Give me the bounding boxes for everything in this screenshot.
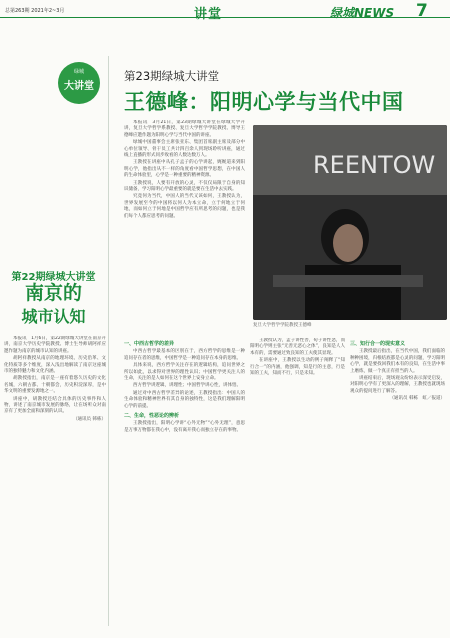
article1-series: 第23期绿城大讲堂 bbox=[124, 69, 220, 83]
byline: （通讯员 韩栋 虹／报道） bbox=[389, 396, 445, 402]
brand-name: 绿城NEWS bbox=[330, 6, 395, 20]
backdrop-text: REENTOW bbox=[313, 151, 436, 179]
article2-title-line2: 城市认知 bbox=[21, 307, 86, 326]
logo-line2: 大讲堂 bbox=[64, 81, 94, 92]
paragraph: 中西古哲学最基本的区别在于，西方哲学的思维是一种追问存在者的思维，中国哲学是一种追问存在本身的思维。 bbox=[124, 349, 245, 361]
byline: （通讯员 韩栋） bbox=[73, 416, 106, 422]
paragraph: 本报讯 1月6日，第22期绿城大讲堂在南京开讲，南京大学历史学院教授、博士生导师胡阿祥应邀作题为南京的城市认知的讲座。 bbox=[4, 336, 106, 354]
paragraph: 绿城中国董事会主席张亚东、集团首席副主席及部分中心单位领导、骨干员工共计四百余人到现场聆听讲座，通过线上直播的形式同步收看的人数达数万人。 bbox=[124, 140, 245, 159]
lecture-photo bbox=[253, 125, 447, 320]
paragraph: 讲座结束后，现场观众纷纷表示深受启发，对阳明心学有了更深入的理解，王教授也就现场观众的提问进行了解答。 bbox=[350, 376, 445, 394]
logo-line1: 绿城 bbox=[73, 69, 84, 75]
paragraph: 王教授指出，阳明心学讲“心外无物”“心外无理”，意思是万事万物都在我心中，没有离开我心而独立存在的事物。 bbox=[124, 421, 245, 433]
paragraph: 通过对中西古哲学差异的论述，王教授指出：中国人的生命体验和精神世界有其自身的独特性，这是我们理解阳明心学的前提。 bbox=[124, 390, 245, 409]
paragraph: 在讲座中，王教授以生动的例子阐释了“知行合一”的内涵，他强调，知是行的主意，行是知的工夫，知而不行，只是未知。 bbox=[250, 358, 345, 377]
paragraph: 胡教授指出，南京是一座有着悠久历史的文化名城，六朝古都、十朝都会，历史积淀深厚，是中华文明的重要发源地之一。 bbox=[4, 376, 106, 395]
paragraph: 王教授认为，孟子讲性善，荀子讲性恶，而阳明心学则主张“无善无恶心之体”，良知是人人本有的，需要通过致良知的工夫使其显现。 bbox=[250, 338, 345, 356]
paragraph: 本报讯 3月21日，第23期绿城大讲堂在绿城大学开讲，复旦大学哲学系教授、复旦大学哲学学院教授、博导王德峰应邀作题为阳明心学与当代中国的讲座。 bbox=[124, 120, 245, 138]
article2-body bbox=[4, 336, 106, 628]
photo-caption: 复旦大学哲学学院教授王德峰 bbox=[253, 323, 312, 328]
section-title bbox=[194, 3, 222, 22]
paragraph: 西方哲学讲逻辑，讲理性；中国哲学讲心性，讲体悟。 bbox=[133, 383, 241, 389]
subhead-2: 二、生命，性恶论的辨析 bbox=[124, 413, 180, 420]
subhead-1: 一、中西古哲学的差异 bbox=[124, 341, 175, 347]
lecture-logo bbox=[58, 62, 100, 104]
article2-title-line1: 南京的 bbox=[24, 282, 82, 304]
article1-headline: 王德峰：阳明心学与当代中国 bbox=[124, 90, 404, 114]
article2-title bbox=[2, 268, 105, 327]
article1-col3 bbox=[250, 338, 345, 628]
paragraph: 胡阿祥教授从南京的地理环境、历史沿革、文化特质等多个维度，深入浅出地解读了南京这座城市的独特魅力和文化内涵。 bbox=[4, 356, 106, 375]
paragraph: 王教授最后指出，在当代中国，我们面临的种种困境，归根结底都是心灵的问题，学习阳明心学，就是要找回我们本有的良知，在生活中事上磨炼，做一个真正有担当的人。 bbox=[350, 349, 445, 374]
article1-col4 bbox=[350, 338, 445, 623]
paragraph: 王教授说，人要有开放的心灵，不仅仅局限于自身的知识储备，学习阳明心学最重要的就是要在生活中去实践。 bbox=[124, 180, 245, 193]
paragraph: 王教授在讲座中从孔子孟子的心学讲起，娓娓道来到阳明心学，他指出从不一样的角度看中国哲学思想，在中国人的生命体验里，心学是一种重要的精神资源。 bbox=[124, 160, 245, 179]
article2-series: 第22期绿城大讲堂 bbox=[11, 272, 96, 283]
page-number: 7 bbox=[416, 1, 428, 21]
column-divider bbox=[108, 56, 109, 626]
paragraph: 讲座中，胡教授还结合具体的历史事件和人物，讲述了南京城市发展的脉络，让在场听众对南京有了更加全面和深刻的认识。 bbox=[4, 396, 106, 415]
issue-info: 总第263期 2021年2~3月 bbox=[5, 8, 65, 14]
article1-col2 bbox=[124, 338, 245, 593]
paragraph: 究竟何为当代，中国人的当代又该如何，王教授认为，世界发展至今的中国将以何人为本立命，立于何地立于何地，而如何立于何地是中国哲学应有所思考的问题，也是我们每个人都应思考的问题。 bbox=[124, 194, 245, 219]
subhead-3: 三、知行合一的现实意义 bbox=[350, 341, 406, 347]
article1-col1 bbox=[124, 120, 245, 335]
section-label: 讲堂 bbox=[194, 7, 223, 22]
paragraph: 具体来说，西方哲学关注存在的逻辑结构，追问世界之所以如此，以求得对世界的理性认识；中国哲学更关注人的生命，关注的是人如何在这个世界上安身立命。 bbox=[124, 363, 245, 382]
